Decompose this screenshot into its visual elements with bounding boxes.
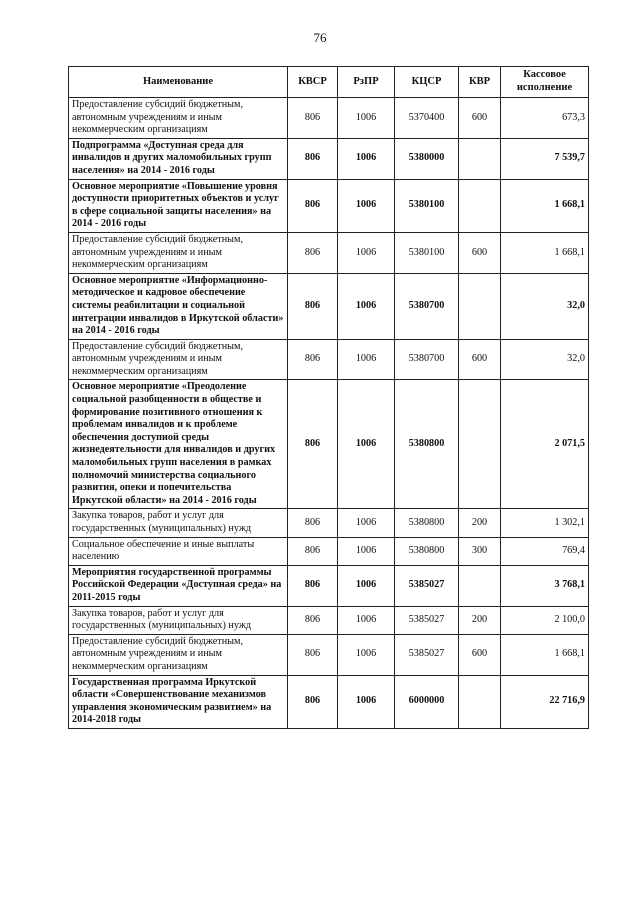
row-rzpr: 1006 — [338, 138, 395, 179]
row-kvsr: 806 — [288, 138, 338, 179]
row-kcsr: 5380000 — [395, 138, 459, 179]
row-kvr: 600 — [459, 634, 501, 675]
row-sum: 32,0 — [501, 339, 589, 380]
row-kcsr: 6000000 — [395, 675, 459, 728]
row-rzpr: 1006 — [338, 273, 395, 339]
row-name: Социальное обеспечение и иные выплаты населению — [69, 537, 288, 565]
row-kvr — [459, 138, 501, 179]
row-kvsr: 806 — [288, 273, 338, 339]
row-sum: 2 071,5 — [501, 380, 589, 509]
header-name: Наименование — [69, 67, 288, 98]
table-row — [69, 565, 589, 606]
row-sum: 1 668,1 — [501, 634, 589, 675]
row-kcsr: 5370400 — [395, 98, 459, 139]
row-sum: 673,3 — [501, 98, 589, 139]
row-kvr: 200 — [459, 606, 501, 634]
row-kcsr: 5380700 — [395, 273, 459, 339]
table-row — [69, 273, 589, 339]
row-kcsr: 5385027 — [395, 565, 459, 606]
row-name: Основное мероприятие «Преодоление социальной разобщенности в обществе и формирование позитивного отношения к проблемам инвалидов и к проблеме обеспечения доступной среды жизнедеятельности для инвалидов и других маломобильных групп населения в рамках полномочий министерства социального развития, опеки и попечительства Иркутской области» на 2014 - 2016 годы — [69, 380, 288, 509]
row-kvr — [459, 380, 501, 509]
row-sum: 1 302,1 — [501, 509, 589, 537]
row-rzpr: 1006 — [338, 565, 395, 606]
row-name: Предоставление субсидий бюджетным, автономным учреждениям и иным некоммерческим организациям — [69, 634, 288, 675]
row-sum: 3 768,1 — [501, 565, 589, 606]
header-sum: Кассовое исполнение — [501, 67, 589, 98]
row-name: Основное мероприятие «Повышение уровня доступности приоритетных объектов и услуг в сфере социальной защиты населения» на 2014 - 2016 годы — [69, 179, 288, 232]
row-sum: 769,4 — [501, 537, 589, 565]
row-kvsr: 806 — [288, 98, 338, 139]
table-row — [69, 138, 589, 179]
row-name: Предоставление субсидий бюджетным, автономным учреждениям и иным некоммерческим организациям — [69, 339, 288, 380]
row-kcsr: 5385027 — [395, 634, 459, 675]
row-sum: 7 539,7 — [501, 138, 589, 179]
row-name: Государственная программа Иркутской области «Совершенствование механизмов управления экономическим развитием» на 2014-2018 годы — [69, 675, 288, 728]
row-kvsr: 806 — [288, 509, 338, 537]
row-name: Предоставление субсидий бюджетным, автономным учреждениям и иным некоммерческим организациям — [69, 98, 288, 139]
row-kvr — [459, 273, 501, 339]
table-header — [69, 67, 589, 98]
row-kvr — [459, 565, 501, 606]
row-rzpr: 1006 — [338, 380, 395, 509]
row-rzpr: 1006 — [338, 537, 395, 565]
row-name: Закупка товаров, работ и услуг для государственных (муниципальных) нужд — [69, 509, 288, 537]
row-kvr — [459, 179, 501, 232]
row-kvsr: 806 — [288, 565, 338, 606]
row-kcsr: 5380800 — [395, 537, 459, 565]
row-kvsr: 806 — [288, 232, 338, 273]
row-rzpr: 1006 — [338, 179, 395, 232]
row-rzpr: 1006 — [338, 98, 395, 139]
table-row — [69, 675, 589, 728]
row-kvsr: 806 — [288, 537, 338, 565]
budget-table — [68, 66, 589, 729]
table-row — [69, 537, 589, 565]
table-row — [69, 634, 589, 675]
row-kvsr: 806 — [288, 675, 338, 728]
table-row — [69, 98, 589, 139]
row-name: Мероприятия государственной программы Российской Федерации «Доступная среда» на 2011-2015 годы — [69, 565, 288, 606]
row-kcsr: 5380800 — [395, 509, 459, 537]
row-kvr — [459, 675, 501, 728]
row-kvsr: 806 — [288, 606, 338, 634]
row-sum: 2 100,0 — [501, 606, 589, 634]
row-kcsr: 5385027 — [395, 606, 459, 634]
table-row — [69, 509, 589, 537]
row-kcsr: 5380700 — [395, 339, 459, 380]
table-row — [69, 380, 589, 509]
row-rzpr: 1006 — [338, 339, 395, 380]
row-name: Закупка товаров, работ и услуг для государственных (муниципальных) нужд — [69, 606, 288, 634]
row-kvr: 200 — [459, 509, 501, 537]
row-rzpr: 1006 — [338, 509, 395, 537]
row-name: Предоставление субсидий бюджетным, автономным учреждениям и иным некоммерческим организациям — [69, 232, 288, 273]
row-kvsr: 806 — [288, 380, 338, 509]
table-row — [69, 339, 589, 380]
page-number: 76 — [313, 30, 327, 45]
header-kcsr: КЦСР — [395, 67, 459, 98]
row-kvsr: 806 — [288, 179, 338, 232]
header-row — [69, 67, 589, 98]
header-rzpr: РзПР — [338, 67, 395, 98]
row-kvr: 600 — [459, 232, 501, 273]
row-rzpr: 1006 — [338, 606, 395, 634]
row-sum: 32,0 — [501, 273, 589, 339]
row-kvsr: 806 — [288, 339, 338, 380]
row-kvr: 600 — [459, 339, 501, 380]
row-rzpr: 1006 — [338, 634, 395, 675]
row-sum: 1 668,1 — [501, 179, 589, 232]
header-kvr: КВР — [459, 67, 501, 98]
table-body — [69, 98, 589, 729]
table-row — [69, 232, 589, 273]
table-row — [69, 606, 589, 634]
row-rzpr: 1006 — [338, 675, 395, 728]
row-kvsr: 806 — [288, 634, 338, 675]
row-kcsr: 5380100 — [395, 179, 459, 232]
header-kvsr: КВСР — [288, 67, 338, 98]
row-kvr: 300 — [459, 537, 501, 565]
row-sum: 1 668,1 — [501, 232, 589, 273]
table-row — [69, 179, 589, 232]
row-name: Основное мероприятие «Информационно-методическое и кадровое обеспечение системы реабилитации и социальной интеграции инвалидов в Иркутской области» на 2014 - 2016 годы — [69, 273, 288, 339]
row-kvr: 600 — [459, 98, 501, 139]
row-sum: 22 716,9 — [501, 675, 589, 728]
row-name: Подпрограмма «Доступная среда для инвалидов и других маломобильных групп населения» на 2014 - 2016 годы — [69, 138, 288, 179]
row-kcsr: 5380800 — [395, 380, 459, 509]
row-kcsr: 5380100 — [395, 232, 459, 273]
row-rzpr: 1006 — [338, 232, 395, 273]
